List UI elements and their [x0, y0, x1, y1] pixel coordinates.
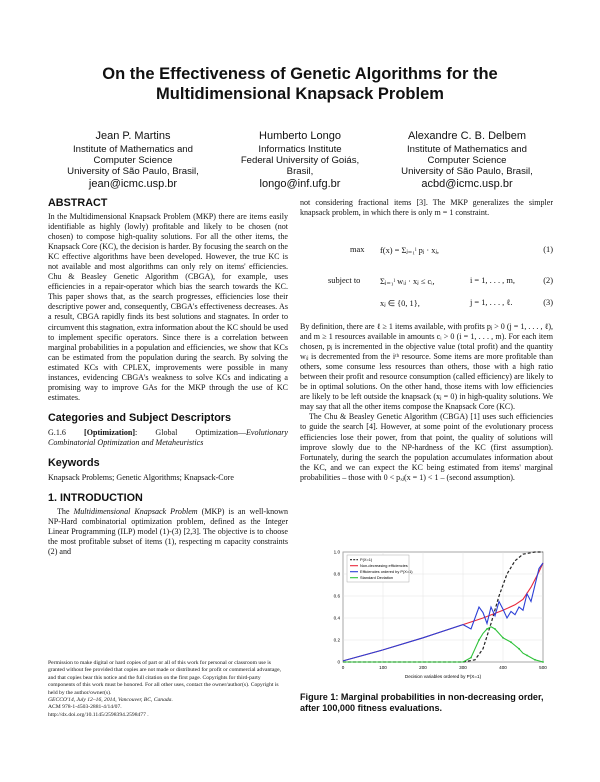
author-affiliation: University of São Paulo, Brasil, [67, 166, 199, 178]
x-tick-label: 300 [459, 665, 467, 670]
author-affiliation: Brasil, [286, 166, 314, 178]
sd-point [494, 628, 496, 630]
x-tick-label: 100 [379, 665, 387, 670]
x-tick-label: 200 [419, 665, 427, 670]
eq3-body: xⱼ ∈ {0, 1}, [380, 299, 420, 308]
title-line-1: On the Effectiveness of Genetic Algorithms for the [102, 65, 498, 83]
keywords-heading: Keywords [48, 456, 100, 469]
author-name: Jean P. Martins [95, 130, 171, 142]
x-tick-label: 0 [341, 665, 345, 670]
intro-post: (MKP) is an well-known NP-Hard combinatorial optimization problem, defined as the Integer Linear Programming (ILP) model (1)-(3) [2,3]. The objective is to choose the most profitable subset of items (1), respecting m capacity constraints (2) and [48, 507, 288, 557]
figure-caption: Figure 1: Marginal probabilities in non-decreasing order, after 100,000 fitness evaluations. [300, 692, 544, 714]
legend-label: Efficiencies ordered by P(X=1) [360, 569, 413, 574]
keywords-text: Knapsack Problems; Genetic Algorithms; Knapsack-Core [48, 472, 234, 482]
x-axis-label: Decision variables ordered by P(X=1) [404, 674, 482, 679]
categories-rest: : Global Optimization— [135, 427, 246, 437]
legend-label: Non-decreasing efficiencies [360, 563, 408, 568]
eq3-range: j = 1, . . . , ℓ. [470, 298, 513, 307]
eq1-number: (1) [543, 245, 553, 254]
legend-label: Standard Deviation [360, 575, 394, 580]
intro-text [48, 507, 288, 557]
sd-point [526, 655, 528, 657]
author-email[interactable]: jean@icmc.usp.br [88, 177, 178, 190]
y-tick-label: 0.4 [333, 615, 340, 621]
y-tick-label: 0 [337, 659, 340, 665]
legend-label: P(X=1) [360, 557, 373, 562]
figure-1-chart [305, 548, 551, 680]
y-tick-label: 0.6 [333, 593, 340, 599]
equations [300, 238, 553, 312]
footnote-doi[interactable]: http://dx.doi.org/10.1145/2598394.2598477 . [48, 711, 149, 718]
intro-italic: Multidimensional Knapsack Problem [73, 507, 198, 517]
categories-italic: Evolutionary Combinatorial Optimization and Metaheuristics [48, 427, 288, 447]
author-block-3 [382, 130, 552, 192]
author-name: Alexandre C. B. Delbem [408, 130, 526, 142]
title-line-2: Multidimensional Knapsack Problem [156, 85, 444, 103]
left-column [48, 196, 288, 557]
right-paragraph-1: By definition, there are ℓ ≥ 1 items available, with profits pⱼ > 0 (j = 1, . . . , ℓ), and m ≥ 1 resources available in amounts cᵢ > 0 (i = 1, . . . , m). For each item chosen, pⱼ is incremented in the objective value (total profit) and the quantity wᵢⱼ is decremented from the iᵗʰ resource. Some items are more profitable than others, some consume less resources than others, those with a high ratio between their profit and resource consumption (called efficiency) are likely to be in optimal solutions. On the other hand, those items with low efficiencies are likely to be left outside the knapsack (xⱼ = 0) in high-quality solutions. We may say that all the other items compose the Knapsack Core (KC). [300, 322, 554, 412]
sd-point [534, 659, 536, 661]
intro-pre: The [57, 507, 74, 517]
abstract-text: In the Multidimensional Knapsack Problem (MKP) there are items easily identifiable as highly (lowly) profitable and likely to be chosen (not chosen) to compose high-quality solutions. For all the other items, the Knapsack Core (KC), the decision is harder. By focusing the search on the KC effective algorithms have been developed. However, the true KC is not available and most algorithms can only rely on items' efficiencies. Chu & Beasley Genetic Algorithm (CBGA), for example, uses efficiencies in a repair-operator which bias the search towards the KC. This paper shows that, as the search progresses, efficiencies lose their descriptive power and, consequently, CBGA's effectiveness decreases. As a result, CBGA rapidly finds its best solutions and stagnates. In order to circumvent this stagnation, extra information about the KC should be used to implement specific operators. Since there is a correlation between marginal probabilities in a population and efficiencies, we show that KCs can be estimated from the population during the search. By solving the estimated KCs with CPLEX, improvements were possible in many instances, evidencing CBGA's weakness to solve KCs and indicating a promising way to improve GAs for the MKP through the use of KC estimates. [48, 212, 288, 402]
sd-point [502, 637, 504, 639]
eq2-body: Σⱼ₌₁ˡ wᵢⱼ · xⱼ ≤ cᵢ, [380, 277, 435, 286]
categories-heading: Categories and Subject Descriptors [48, 411, 231, 424]
author-affiliation: Computer Science [93, 155, 173, 167]
categories-bold: [Optimization] [84, 427, 136, 437]
paper-title [60, 64, 540, 104]
sd-point [470, 657, 472, 659]
categories-code: G.1.6 [48, 427, 85, 437]
author-affiliation: Institute of Mathematics and [73, 144, 193, 155]
author-block-1 [48, 130, 218, 192]
right-paragraph-2: The Chu & Beasley Genetic Algorithm (CBGA) [1] uses such efficiencies to guide the search [4]. However, at some point of the evolutionary process efficiencies lose their power, from that point, the quality of solutions will improve slowly due to the NP-hardness of the KC (first assumption). Fortunately, during the search the population accumulates information about the KC, and we can expect the KC being estimated from items' marginal probabilities – those with 0 < pₓⱼ(x = 1) < 1 – (second assumption). [300, 412, 553, 482]
sd-point [542, 661, 544, 663]
eq3-number: (3) [543, 298, 553, 307]
author-affiliation: Computer Science [427, 155, 507, 167]
right-intro: not considering fractional items [3]. The MKP generalizes the simpler knapsack problem, in which there is only m = 1 constraint. [300, 198, 553, 218]
y-tick-label: 1.0 [333, 549, 340, 555]
eq1-label: max [350, 245, 365, 254]
y-tick-label: 0.2 [333, 637, 340, 643]
footnote-conference: GECCO'14, July 12–16, 2014, Vancouver, BC, Canada. [48, 697, 173, 704]
author-affiliation: Institute of Mathematics and [407, 144, 527, 155]
eq1-body: f(x) = Σⱼ₌₁ˡ pⱼ · xⱼ, [380, 246, 440, 255]
intro-heading: 1. INTRODUCTION [48, 492, 143, 505]
sd-point [510, 641, 512, 643]
sd-point [478, 639, 480, 641]
eq2-label: subject to [328, 276, 361, 285]
footnote-permission: Permission to make digital or hard copies of part or all of this work for personal or classroom use is granted without fee provided that copies are not made or distributed for profit or commercial advantage, and that copies bear this notice and the full citation on the first page. Copyrights for third-party components of this work must be honored. For all other uses, contact the owner/author(s). Copyright is held by the author/owner(s). [48, 660, 281, 696]
right-body [300, 322, 553, 483]
author-affiliation: Federal University of Goiás, [240, 155, 360, 167]
footnote [48, 660, 288, 719]
author-email[interactable]: acbd@icmc.usp.br [421, 177, 513, 190]
author-affiliation: Informatics Institute [258, 144, 342, 155]
sd-point [518, 648, 520, 650]
footnote-acm: ACM 978-1-4503-2881-4/14/07. [48, 704, 122, 711]
abstract-heading: ABSTRACT [48, 197, 108, 209]
y-tick-label: 0.8 [333, 571, 340, 577]
author-email[interactable]: longo@inf.ufg.br [259, 177, 341, 190]
author-affiliation: University of São Paulo, Brasil, [401, 166, 533, 178]
x-tick-label: 500 [539, 665, 547, 670]
chart-legend [347, 555, 413, 582]
categories-text [48, 428, 288, 448]
author-block-2 [215, 130, 385, 192]
x-tick-label: 400 [499, 665, 507, 670]
eq2-number: (2) [543, 276, 553, 285]
sd-point [486, 628, 488, 630]
author-name: Humberto Longo [259, 130, 341, 142]
eq2-range: i = 1, . . . , m, [470, 276, 515, 285]
